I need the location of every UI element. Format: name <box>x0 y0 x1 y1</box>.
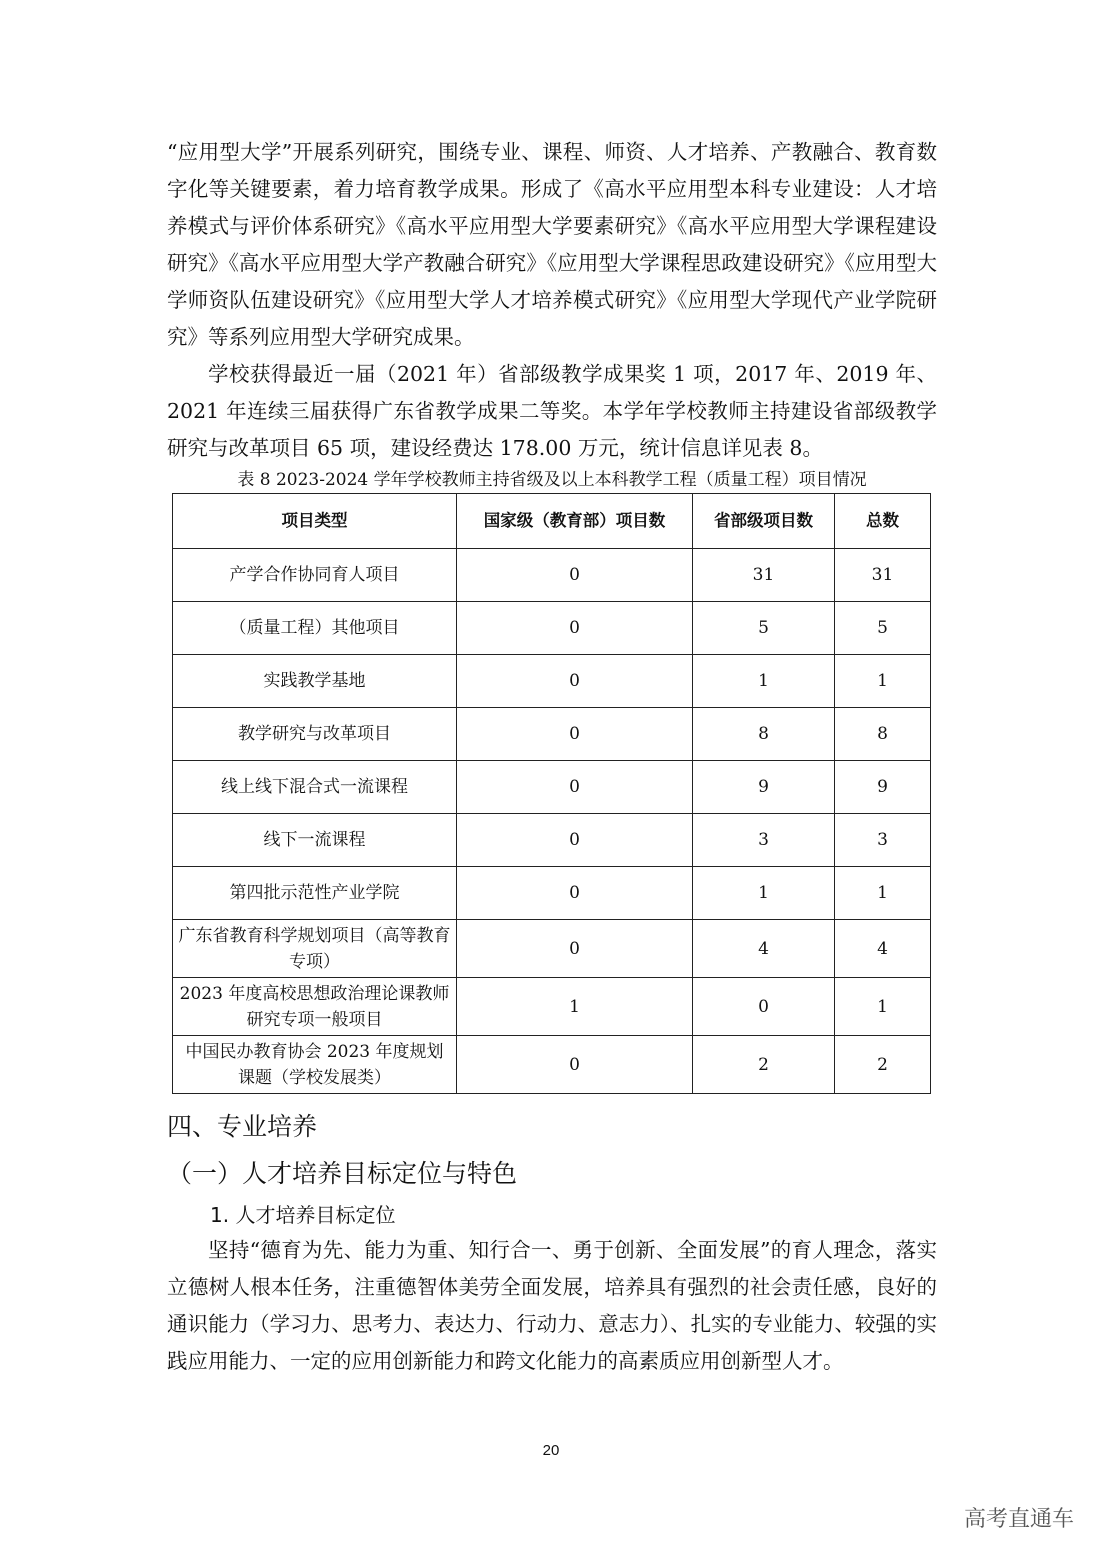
column-header-total: 总数 <box>835 494 931 549</box>
cell-total: 1 <box>835 655 931 708</box>
cell-type: 第四批示范性产业学院 <box>173 867 457 920</box>
table-row <box>173 549 931 602</box>
body-paragraph-2: 学校获得最近一届（2021 年）省部级教学成果奖 1 项，2017 年、2019 年、2021 年连续三届获得广东省教学成果二等奖。本学年学校教师主持建设省部级教学研究与改革项目 65 项，建设经费达 178.00 万元，统计信息详见表 8。 <box>167 362 937 460</box>
subsection-heading: （一）人才培养目标定位与特色 <box>167 1159 518 1188</box>
cell-type: 产学合作协同育人项目 <box>173 549 457 602</box>
cell-national: 0 <box>457 920 693 978</box>
cell-national: 0 <box>457 602 693 655</box>
cell-provincial: 1 <box>693 655 835 708</box>
table-row <box>173 920 931 978</box>
column-header-provincial: 省部级项目数 <box>693 494 835 549</box>
cell-total: 3 <box>835 814 931 867</box>
table-row <box>173 978 931 1036</box>
table-row <box>173 708 931 761</box>
cell-provincial: 31 <box>693 549 835 602</box>
page-content <box>167 134 937 1380</box>
cell-provincial: 2 <box>693 1036 835 1094</box>
cell-national: 0 <box>457 867 693 920</box>
cell-provincial: 4 <box>693 920 835 978</box>
cell-type: 实践教学基地 <box>173 655 457 708</box>
table-caption: 表 8 2023-2024 学年学校教师主持省级及以上本科教学工程（质量工程）项目情况 <box>237 470 867 490</box>
cell-national: 0 <box>457 761 693 814</box>
sub-subsection-heading: 1. 人才培养目标定位 <box>210 1203 396 1227</box>
cell-total: 5 <box>835 602 931 655</box>
cell-provincial: 3 <box>693 814 835 867</box>
table-row <box>173 867 931 920</box>
table-row <box>173 655 931 708</box>
table-header-row <box>173 494 931 549</box>
cell-national: 0 <box>457 814 693 867</box>
cell-national: 0 <box>457 655 693 708</box>
cell-national: 0 <box>457 549 693 602</box>
cell-type: 线下一流课程 <box>173 814 457 867</box>
cell-total: 31 <box>835 549 931 602</box>
cell-total: 8 <box>835 708 931 761</box>
column-header-national: 国家级（教育部）项目数 <box>457 494 693 549</box>
section-heading: 四、专业培养 <box>167 1112 318 1141</box>
cell-total: 4 <box>835 920 931 978</box>
watermark-text: 高考直通车 <box>963 1507 1074 1532</box>
cell-type: 2023 年度高校思想政治理论课教师研究专项一般项目 <box>173 978 457 1036</box>
cell-provincial: 1 <box>693 867 835 920</box>
cell-national: 0 <box>457 1036 693 1094</box>
cell-provincial: 9 <box>693 761 835 814</box>
projects-table <box>172 493 931 1094</box>
cell-type: 教学研究与改革项目 <box>173 708 457 761</box>
cell-total: 1 <box>835 867 931 920</box>
table-row <box>173 814 931 867</box>
body-paragraph-3: 坚持“德育为先、能力为重、知行合一、勇于创新、全面发展”的育人理念，落实立德树人根本任务，注重德智体美劳全面发展，培养具有强烈的社会责任感，良好的通识能力（学习力、思考力、表达力、行动力、意志力）、扎实的专业能力、较强的实践应用能力、一定的应用创新能力和跨文化能力的高素质应用创新型人才。 <box>167 1238 937 1373</box>
cell-type: （质量工程）其他项目 <box>173 602 457 655</box>
cell-type: 线上线下混合式一流课程 <box>173 761 457 814</box>
table-row <box>173 761 931 814</box>
column-header-type: 项目类型 <box>173 494 457 549</box>
body-paragraph-1: “应用型大学”开展系列研究，围绕专业、课程、师资、人才培养、产教融合、教育数字化等关键要素，着力培育教学成果。形成了《高水平应用型本科专业建设：人才培养模式与评价体系研究》《高水平应用型大学要素研究》《高水平应用型大学课程建设研究》《高水平应用型大学产教融合研究》《应用型大学课程思政建设研究》《应用型大学师资队伍建设研究》《应用型大学人才培养模式研究》《应用型大学现代产业学院研究》等系列应用型大学研究成果。 <box>167 140 937 349</box>
cell-national: 1 <box>457 978 693 1036</box>
cell-national: 0 <box>457 708 693 761</box>
cell-total: 9 <box>835 761 931 814</box>
table-row <box>173 602 931 655</box>
cell-total: 2 <box>835 1036 931 1094</box>
cell-provincial: 8 <box>693 708 835 761</box>
cell-provincial: 0 <box>693 978 835 1036</box>
cell-type: 广东省教育科学规划项目（高等教育专项） <box>173 920 457 978</box>
cell-total: 1 <box>835 978 931 1036</box>
table-row <box>173 1036 931 1094</box>
page-number: 20 <box>542 1442 560 1459</box>
cell-type: 中国民办教育协会 2023 年度规划课题（学校发展类） <box>173 1036 457 1094</box>
cell-provincial: 5 <box>693 602 835 655</box>
